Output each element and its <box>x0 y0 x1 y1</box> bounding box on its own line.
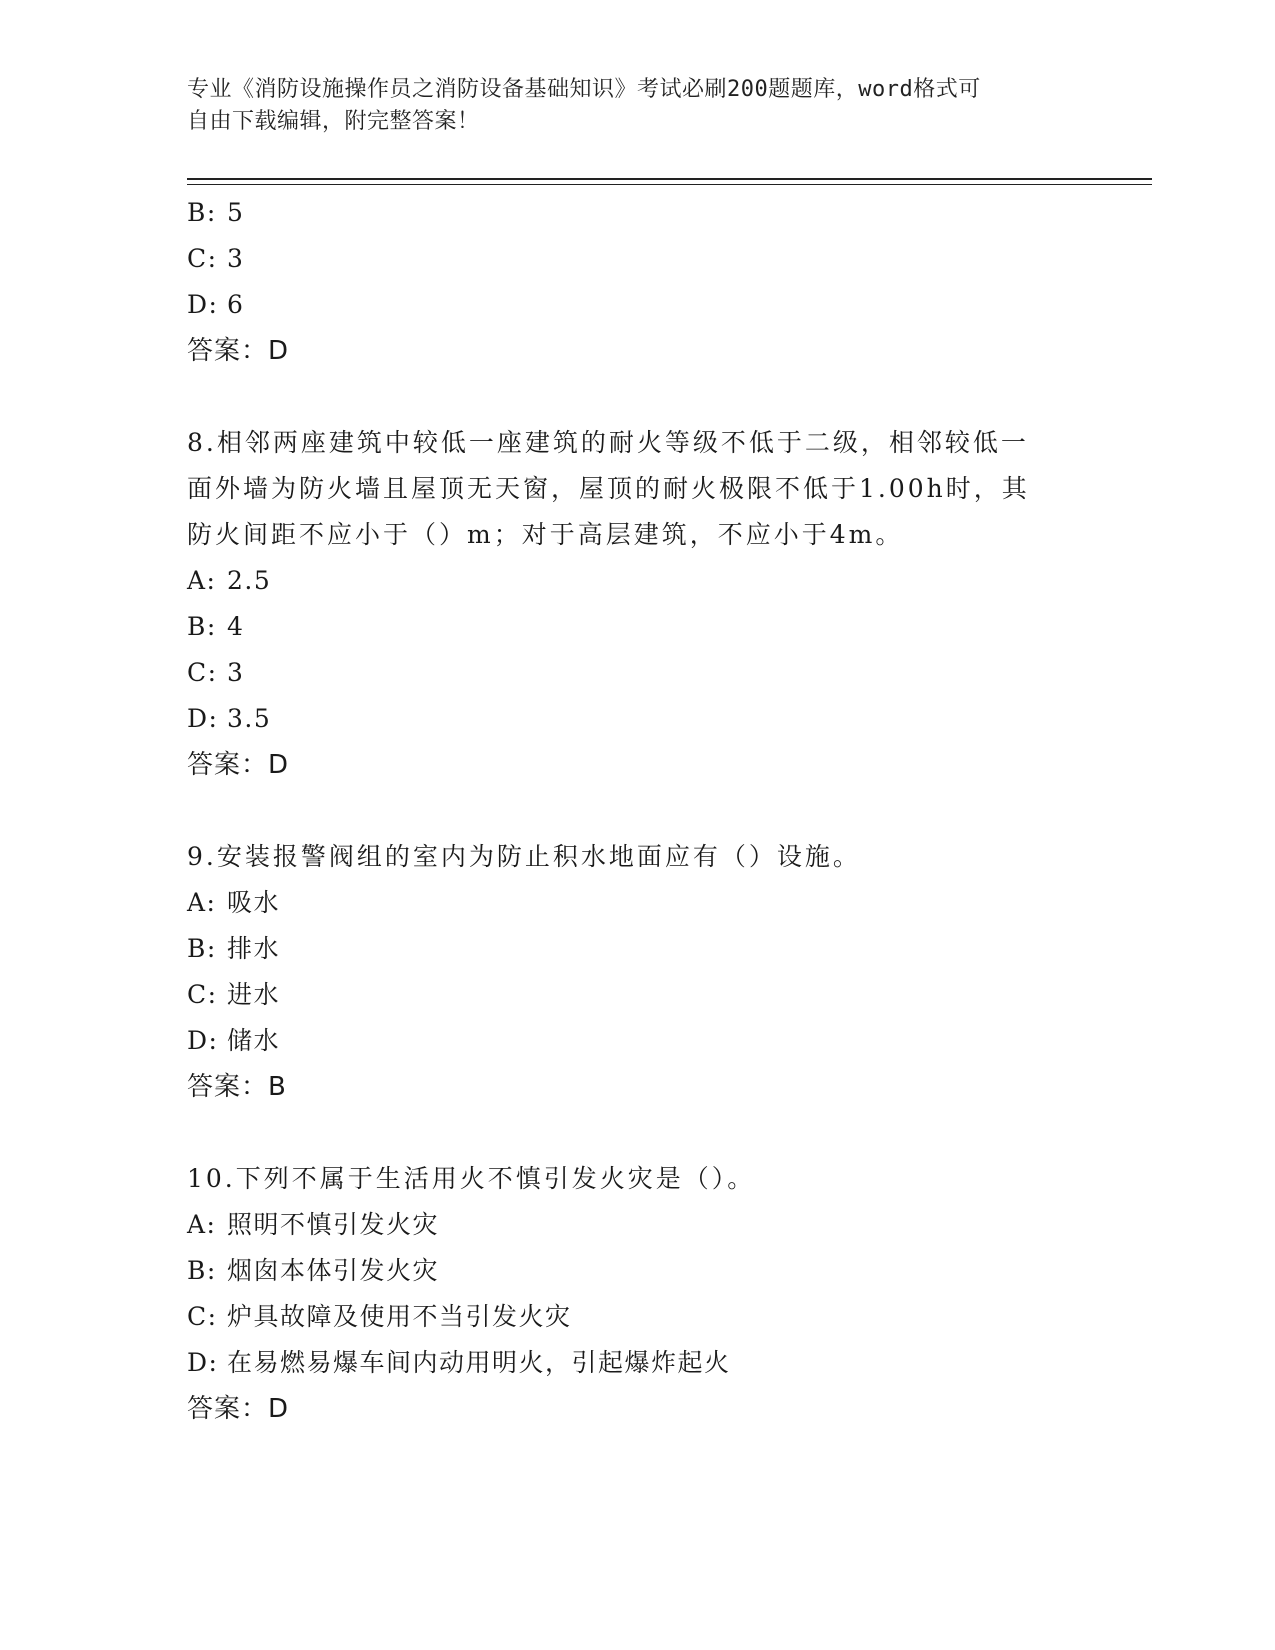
option-b: B: 5 <box>187 198 245 227</box>
option-a: A: 照明不慎引发火灾 <box>187 1210 440 1239</box>
answer-line: 答案：D <box>187 1394 290 1424</box>
header-line-1: 专业《消防设施操作员之消防设备基础知识》考试必刷200题题库，word格式可 <box>187 77 981 102</box>
document-body <box>187 190 1067 1432</box>
option-a: A: 2.5 <box>187 566 272 595</box>
option-c: C: 进水 <box>187 980 281 1009</box>
header-divider-thin <box>187 184 1152 185</box>
header-divider <box>187 178 1152 180</box>
question-8-text-line-1: 8.相邻两座建筑中较低一座建筑的耐火等级不低于二级，相邻较低一 <box>187 428 1029 457</box>
question-8-text-line-2: 面外墙为防火墙且屋顶无天窗，屋顶的耐火极限不低于1.00h时，其 <box>187 474 1030 503</box>
option-b: B: 烟囱本体引发火灾 <box>187 1256 440 1285</box>
question-8-text-line-3: 防火间距不应小于（）m；对于高层建筑，不应小于4m。 <box>187 520 904 549</box>
option-b: B: 4 <box>187 612 245 641</box>
option-c: C: 3 <box>187 658 245 687</box>
question-10 <box>187 1156 1067 1432</box>
spacer <box>187 374 1067 420</box>
option-b: B: 排水 <box>187 934 281 963</box>
question-9 <box>187 834 1067 1110</box>
option-c: C: 3 <box>187 244 245 273</box>
spacer <box>187 1110 1067 1156</box>
option-d: D: 储水 <box>187 1026 281 1055</box>
spacer <box>187 788 1067 834</box>
option-d: D: 在易燃易爆车间内动用明火，引起爆炸起火 <box>187 1348 731 1377</box>
answer-line: 答案：D <box>187 336 290 366</box>
option-d: D: 6 <box>187 290 245 319</box>
question-10-text: 10.下列不属于生活用火不慎引发火灾是（）。 <box>187 1164 756 1193</box>
answer-line: 答案：B <box>187 1072 287 1102</box>
header-line-2: 自由下载编辑，附完整答案！ <box>187 109 480 134</box>
page-header <box>187 74 1067 138</box>
question-9-text: 9.安装报警阀组的室内为防止积水地面应有（）设施。 <box>187 842 861 871</box>
option-a: A: 吸水 <box>187 888 281 917</box>
option-c: C: 炉具故障及使用不当引发火灾 <box>187 1302 572 1331</box>
question-8 <box>187 420 1067 788</box>
option-d: D: 3.5 <box>187 704 272 733</box>
answer-line: 答案：D <box>187 750 290 780</box>
question-7-tail <box>187 190 1067 374</box>
